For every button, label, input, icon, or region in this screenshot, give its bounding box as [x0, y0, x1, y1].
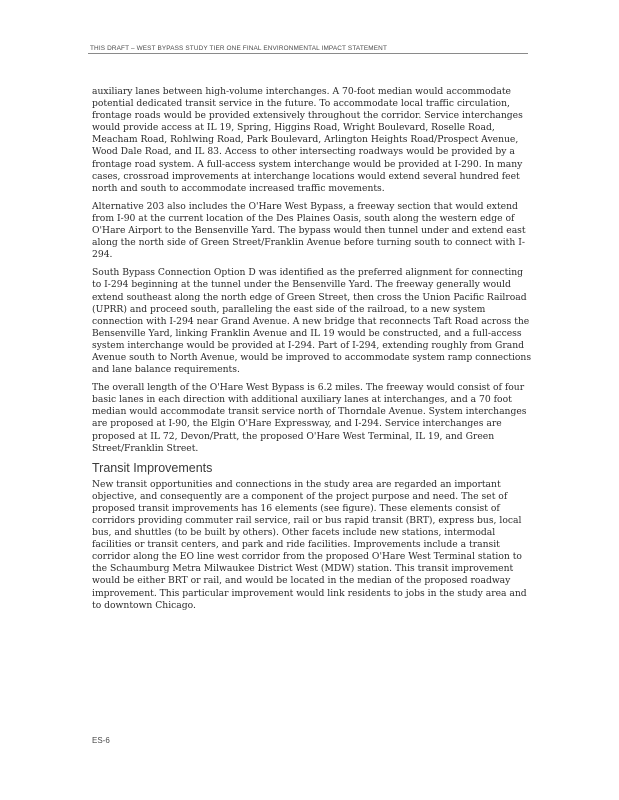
header-divider: [88, 53, 528, 54]
body-paragraph: Alternative 203 also includes the O'Hare West Bypass, a freeway section that would extend from I-90 at the current location of the Des Plaines Oasis, south along the western edge of O'Hare Airport to the Bensenville Yard. The bypass would then tunnel under and extend east along the north side of Green Street/Franklin Avenue before turning south to connect with I-294.: [92, 200, 526, 261]
body-paragraph: New transit opportunities and connections in the study area are regarded an important objective, and consequently are a component of the project purpose and need. The set of proposed transit improvements has 16 elements (see figure). These elements consist of corridors providing commuter rail service, rail or bus rapid transit (BRT), express bus, local bus, and shuttles (to be built by others). Other facets include new stations, intermodal facilities or transit centers, and park and ride facilities. Improvements include a transit corridor along the EO line west corridor from the proposed O'Hare West Terminal station to the Schaumburg Metra Milwaukee District West (MDW) station. This transit improvement would be either BRT or rail, and would be located in the median of the proposed roadway improvement. This particular improvement would link residents to jobs in the study area and to downtown Chicago.: [92, 478, 527, 611]
document-body: [92, 86, 532, 618]
body-paragraph: South Bypass Connection Option D was identified as the preferred alignment for connecting to I-294 beginning at the tunnel under the Bensenville Yard. The freeway generally would extend southeast along the north edge of Green Street, then cross the Union Pacific Railroad (UPRR) and proceed south, paralleling the east side of the railroad, to a new system connection with I-294 near Grand Avenue. A new bridge that reconnects Taft Road across the Bensenville Yard, linking Franklin Avenue and IL 19 would be constructed, and a full-access system interchange would be provided at I-294. Part of I-294, extending roughly from Grand Avenue south to North Avenue, would be improved to accommodate system ramp connections and lane balance requirements.: [92, 267, 532, 376]
running-header: THIS DRAFT – WEST BYPASS STUDY TIER ONE FINAL ENVIRONMENTAL IMPACT STATEMENT: [90, 45, 388, 52]
page-number: ES-6: [92, 736, 110, 745]
body-paragraph: The overall length of the O'Hare West Bypass is 6.2 miles. The freeway would consist of four basic lanes in each direction with additional auxiliary lanes at interchanges, and a 70 foot median would accommodate transit service north of Thorndale Avenue. System interchanges are proposed at I-90, the Elgin O'Hare Expressway, and I-294. Service interchanges are proposed at IL 72, Devon/Pratt, the proposed O'Hare West Terminal, IL 19, and Green Street/Franklin Street.: [92, 382, 527, 454]
body-paragraph: auxiliary lanes between high-volume interchanges. A 70-foot median would accommodate potential dedicated transit service in the future. To accommodate local traffic circulation, frontage roads would be provided extensively throughout the corridor. Service interchanges would provide access at IL 19, Spring, Higgins Road, Wright Boulevard, Roselle Road, Meacham Road, Rohlwing Road, Park Boulevard, Arlington Heights Road/Prospect Avenue, Wood Dale Road, and IL 83. Access to other intersecting roadways would be provided by a frontage road system. A full-access system interchange would be provided at I-290. In many cases, crossroad improvements at interchange locations would extend several hundred feet north and south to accommodate increased traffic movements.: [92, 86, 523, 194]
section-heading-transit: Transit Improvements: [92, 460, 213, 475]
